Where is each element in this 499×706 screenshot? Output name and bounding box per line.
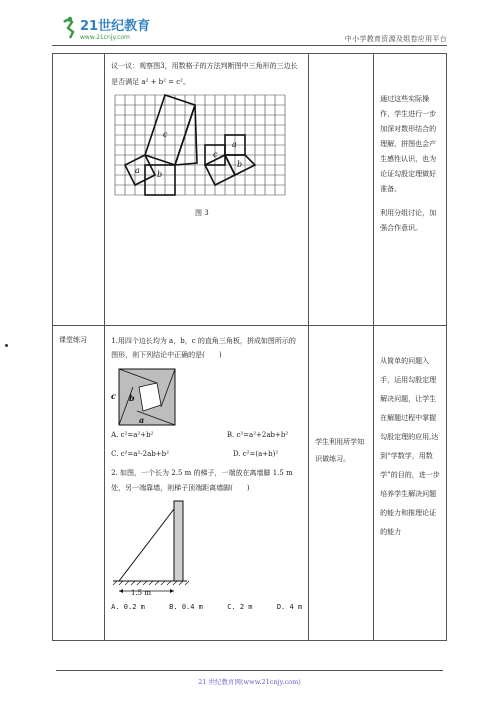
- q1-label-a: a: [139, 415, 145, 425]
- cell-design-notes: [374, 54, 447, 326]
- q1-option-c: C. c²=a²-2ab+b²: [111, 450, 169, 458]
- table-row-activity: [53, 54, 447, 326]
- cell-student-activity: [309, 326, 374, 641]
- cell-practice-content: [105, 326, 309, 641]
- q2-options-row: [105, 601, 308, 614]
- q1-label-b: b: [129, 393, 135, 403]
- square-d-right: [205, 155, 235, 185]
- grid-figure-3: [105, 93, 308, 225]
- q2-arrow-right: [170, 589, 174, 593]
- label-c-right: c: [213, 150, 218, 159]
- q1-label-c: c: [111, 391, 117, 401]
- q2-ladder: [119, 509, 174, 581]
- site-logo: [58, 16, 168, 46]
- cell-empty-student: [309, 54, 374, 326]
- cell-activity-content: [105, 54, 309, 326]
- logo-text: 21世纪教育: [80, 19, 151, 34]
- q2-option-d: D. 4 m: [276, 603, 303, 611]
- q2-dimension-label: 1.5 m: [131, 589, 152, 597]
- cell-empty-label: [53, 54, 105, 326]
- q1-options-row-2: [105, 448, 308, 461]
- practice-note: 从简单的问题入手，运用勾股定理解决问题，让学生在解题过程中掌握勾股定理的应用,达到“学数学，用数学”的目的，进一步培养学生解决问题的能力和推理论证的能力: [380, 357, 440, 536]
- footer-divider: [56, 670, 443, 671]
- practice-label: 课堂练习: [59, 336, 87, 344]
- platform-name: 中小学教育资源及组卷应用平台: [344, 35, 447, 43]
- label-a-right: a: [232, 140, 237, 149]
- design-note-1: 通过这些实际操作，学生进行一步加深对数形结合的理解，拼图也会产生感性认识，也为论证勾股定理做好准备。: [380, 95, 437, 193]
- q1-option-d: D. c²=(a+b)²: [232, 450, 279, 458]
- cell-practice-notes: [374, 326, 447, 641]
- figure-caption: 图 3: [195, 209, 209, 217]
- q2-option-a: A. 0.2 m: [111, 603, 145, 611]
- table-row-practice: [53, 326, 447, 641]
- design-note-2: 利用分组讨论，加强合作意识。: [380, 209, 437, 232]
- label-a-left: a: [135, 166, 140, 175]
- footer-link[interactable]: 21 世纪教育网(www.21cnjy.com): [198, 678, 301, 686]
- question-2: 2. 如图，一个长为 2.5 m 的梯子，一端放在离墙脚 1.5 m 处，另一端靠墙，则梯子顶端距离墙脚( ): [111, 469, 293, 492]
- header-divider: [52, 45, 447, 46]
- activity-intro: 议一议：观察图3，用数格子的方法判断图中三角形的三边长是否满足 a² + b² = c²。: [111, 62, 298, 86]
- q2-arrow-left: [119, 589, 123, 593]
- q2-option-b: B. 0.4 m: [169, 603, 203, 611]
- q1-option-b: B. c²=a²+2ab+b²: [226, 431, 289, 439]
- student-activity: 学生利用所学知识做练习。: [315, 438, 365, 463]
- logo-subtext: www.21cnjy.com: [80, 34, 130, 41]
- label-b-right: b: [237, 160, 243, 169]
- q2-ladder-figure: [105, 499, 308, 599]
- cell-practice-label: [53, 326, 105, 641]
- q1-option-a: A. c²=a²+b²: [111, 431, 154, 439]
- margin-bullet: [5, 344, 8, 347]
- q1-options-row-1: [105, 429, 308, 442]
- label-b-left: b: [157, 170, 163, 179]
- q1-figure: [105, 365, 308, 427]
- square-a-left: [125, 155, 155, 185]
- q2-option-c: C. 2 m: [227, 603, 253, 611]
- label-c-left: c: [163, 130, 168, 139]
- question-1: 1.用四个边长均为 a，b，c 的直角三角板，拼成如图所示的图形，则下列结论中正确的是( ): [111, 337, 296, 359]
- q2-wall: [174, 501, 183, 581]
- lesson-table: [52, 53, 447, 641]
- runner-logo-icon: [58, 16, 168, 42]
